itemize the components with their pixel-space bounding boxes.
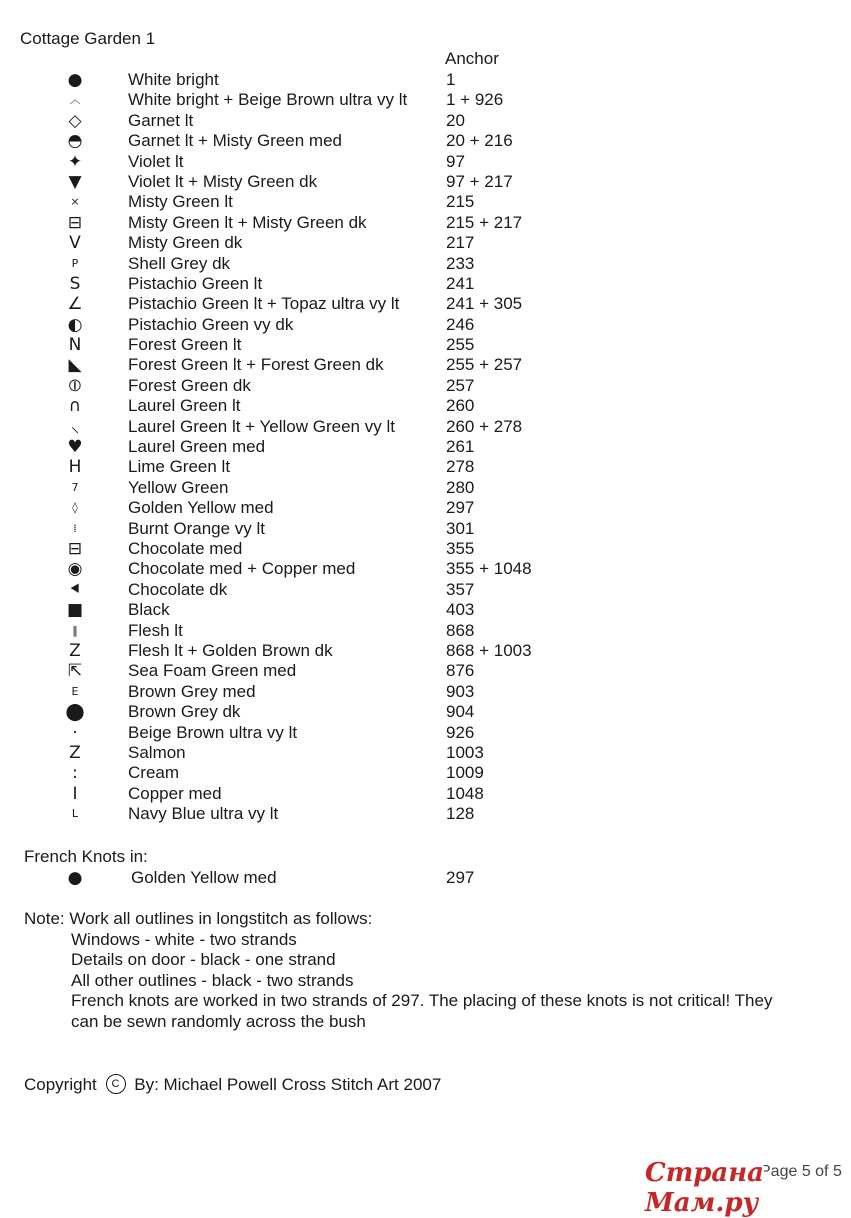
letter-l-icon: L [71, 807, 79, 821]
anchor-number: 357 [446, 579, 475, 599]
half-filled-circle-icon: ◓ [67, 131, 83, 152]
note-line: All other outlines - black - two strands [71, 970, 354, 990]
corner-triangle-icon: ◣ [68, 355, 82, 376]
key-row [0, 600, 851, 620]
key-row [0, 192, 851, 212]
thread-name: Beige Brown ultra vy lt [128, 722, 298, 742]
thread-name: Salmon [128, 742, 186, 762]
key-row [0, 355, 851, 375]
key-row [0, 90, 851, 110]
thread-name: Chocolate med [128, 538, 243, 558]
thread-name: Forest Green lt + Forest Green dk [128, 355, 384, 375]
bullet-icon: ● [67, 70, 83, 90]
key-row [0, 417, 851, 437]
anchor-number: 868 + 1003 [446, 640, 532, 660]
key-row [0, 335, 851, 355]
thread-name: Laurel Green med [128, 437, 266, 457]
thread-name: Chocolate dk [128, 579, 228, 599]
anchor-number: 904 [446, 702, 475, 722]
stitching-note [24, 909, 834, 1033]
heart-icon: ♥ [67, 437, 83, 458]
key-row [0, 315, 851, 335]
thread-name: Forest Green dk [128, 375, 251, 395]
arch-icon: ∩ [68, 396, 82, 417]
thread-name: Pistachio Green lt + Topaz ultra vy lt [128, 294, 400, 314]
letter-p-icon: P [71, 256, 79, 270]
diamond-outline-icon: ◇ [68, 110, 82, 131]
anchor-number: 260 [446, 396, 475, 416]
key-row [0, 702, 851, 722]
key-row [0, 131, 851, 151]
note-line: can be sewn randomly across the bush [71, 1011, 366, 1031]
note-lead: Note: Work all outlines in longstitch as follows: [24, 909, 373, 928]
key-row [0, 213, 851, 233]
anchor-number: 1003 [446, 742, 484, 762]
circle-bar-icon: ⦶ [68, 375, 82, 396]
anchor-number: 255 + 257 [446, 355, 523, 375]
bold-z-icon: Z [69, 742, 81, 763]
bullet-icon: ● [67, 868, 83, 888]
anchor-number: 278 [446, 457, 475, 477]
dotted-corner-icon: ⁞ [73, 521, 77, 535]
thread-name: Navy Blue ultra vy lt [128, 804, 279, 824]
boxed-lines-icon: ⊟ [67, 212, 83, 233]
key-row [0, 743, 851, 763]
anchor-number: 403 [446, 600, 475, 620]
copyright-line [24, 1074, 441, 1097]
thread-name: Pistachio Green lt [128, 273, 263, 293]
letter-z-icon: Z [69, 640, 81, 661]
anchor-number: 215 + 217 [446, 212, 523, 232]
key-row [0, 621, 851, 641]
anchor-number: 215 [446, 192, 475, 212]
thread-name: Violet lt [128, 151, 184, 171]
anchor-number: 903 [446, 681, 475, 701]
thread-name: Flesh lt [128, 620, 183, 640]
anchor-number: 1 [446, 70, 456, 89]
copyright-text: By: Michael Powell Cross Stitch Art 2007 [134, 1074, 442, 1094]
anchor-number: 255 [446, 335, 475, 355]
key-row [0, 457, 851, 477]
thread-name: Copper med [128, 783, 222, 803]
anchor-number: 128 [446, 804, 475, 824]
key-row [0, 682, 851, 702]
diagonal-dot-icon: ⸜ [70, 416, 80, 437]
thread-name: Black [128, 600, 170, 620]
bar-arrow-icon: ⇱ [67, 661, 83, 682]
thread-name: Laurel Green lt + Yellow Green vy lt [128, 416, 395, 436]
anchor-number: 217 [446, 233, 475, 253]
thread-name: Misty Green lt + Misty Green dk [128, 212, 367, 232]
french-knots-heading: French Knots in: [24, 847, 148, 866]
anchor-number: 355 + 1048 [446, 559, 532, 579]
watermark-logo: Страна Мам.ру [645, 1158, 765, 1218]
double-bar-icon: ‖ [72, 623, 78, 637]
key-row [0, 294, 851, 314]
thread-name: Lime Green lt [128, 457, 231, 477]
document-title: Cottage Garden 1 [20, 29, 156, 48]
thread-name: Brown Grey dk [128, 702, 241, 722]
thread-key-list [0, 70, 851, 824]
anchor-number: 97 + 217 [446, 171, 513, 191]
key-row [0, 580, 851, 600]
seven-icon: 7 [71, 480, 79, 494]
anchor-number: 1009 [446, 763, 484, 783]
thread-name: White bright + Beige Brown ultra vy lt [128, 90, 408, 110]
anchor-number: 260 + 278 [446, 416, 523, 436]
key-row [0, 274, 851, 294]
letter-v-icon: V [69, 233, 81, 254]
triangle-down-icon: ▼ [68, 171, 82, 192]
anchor-number: 280 [446, 477, 475, 497]
thread-name: Flesh lt + Golden Brown dk [128, 640, 333, 660]
key-row [0, 152, 851, 172]
anchor-number: 1 + 926 [446, 90, 504, 110]
four-point-star-icon: ✦ [67, 151, 83, 172]
small-diamond-icon: ◊ [72, 501, 78, 515]
note-line: French knots are worked in two strands of 297. The placing of these knots is not critical! They [71, 991, 773, 1011]
key-row [0, 172, 851, 192]
key-row [0, 804, 851, 824]
thread-name: Sea Foam Green med [128, 661, 297, 681]
pentagon-left-icon: ⯇ [68, 579, 82, 600]
key-row [0, 641, 851, 661]
top-bar-square-icon: ⊟ [67, 538, 83, 559]
key-row [0, 70, 851, 90]
anchor-number: 261 [446, 437, 475, 457]
thread-name: Garnet lt + Misty Green med [128, 131, 342, 151]
thread-name: Misty Green dk [128, 233, 243, 253]
anchor-number: 1048 [446, 783, 484, 803]
key-row [0, 763, 851, 783]
anchor-number: 876 [446, 661, 475, 681]
thread-name: Laurel Green lt [128, 396, 241, 416]
key-row [0, 396, 851, 416]
key-row [0, 784, 851, 804]
anchor-number: 233 [446, 253, 475, 273]
key-row [0, 254, 851, 274]
french-knots-thread-name: Golden Yellow med [131, 868, 277, 887]
angle-icon: ∠ [67, 294, 83, 315]
thread-name: Brown Grey med [128, 681, 256, 701]
thread-name: Burnt Orange vy lt [128, 518, 266, 538]
key-row [0, 559, 851, 579]
french-knots-row [0, 868, 851, 888]
thread-name: White bright [128, 70, 219, 89]
anchor-number: 246 [446, 314, 475, 334]
letter-e-icon: E [71, 684, 79, 698]
key-row [0, 437, 851, 457]
key-row [0, 519, 851, 539]
anchor-number: 97 [446, 151, 465, 171]
letter-h-icon: H [68, 457, 82, 478]
anchor-number: 257 [446, 375, 475, 395]
letter-n-icon: N [68, 335, 82, 356]
copyright-label: Copyright [24, 1074, 97, 1094]
bullseye-icon: ◉ [67, 559, 83, 580]
thread-name: Cream [128, 763, 180, 783]
filled-circle-icon: ⬤ [65, 702, 85, 723]
filled-square-icon: ■ [66, 600, 84, 621]
key-row [0, 539, 851, 559]
key-row [0, 723, 851, 743]
caret-up-icon: ︿ [69, 93, 81, 107]
anchor-number: 301 [446, 518, 475, 538]
letter-s-icon: S [69, 273, 81, 294]
half-circle-icon: ◐ [67, 314, 83, 335]
anchor-number: 241 + 305 [446, 294, 523, 314]
vertical-bar-icon: I [72, 783, 78, 804]
anchor-number: 868 [446, 620, 475, 640]
anchor-number: 20 + 216 [446, 131, 513, 151]
dot-icon: · [72, 722, 78, 743]
thread-name: Forest Green lt [128, 335, 242, 355]
thread-name: Yellow Green [128, 477, 229, 497]
key-row [0, 478, 851, 498]
key-row [0, 376, 851, 396]
copyright-icon: C [106, 1074, 126, 1094]
anchor-number: 355 [446, 538, 475, 558]
thread-name: Chocolate med + Copper med [128, 559, 356, 579]
key-row [0, 111, 851, 131]
cross-small-icon: × [70, 195, 80, 209]
thread-name: Garnet lt [128, 110, 194, 130]
thread-name: Violet lt + Misty Green dk [128, 171, 318, 191]
anchor-number: 926 [446, 722, 475, 742]
french-knots-anchor: 297 [446, 868, 475, 887]
colon-icon: : [72, 763, 78, 784]
anchor-number: 297 [446, 498, 475, 518]
key-row [0, 498, 851, 518]
thread-name: Pistachio Green vy dk [128, 314, 294, 334]
page-number: Page 5 of 5 [760, 1163, 842, 1180]
thread-name: Misty Green lt [128, 192, 233, 212]
note-line: Details on door - black - one strand [71, 950, 336, 970]
thread-name: Golden Yellow med [128, 498, 274, 518]
anchor-number: 20 [446, 110, 465, 130]
note-line: Windows - white - two strands [71, 929, 297, 949]
key-row [0, 661, 851, 681]
anchor-number: 241 [446, 273, 475, 293]
thread-name: Shell Grey dk [128, 253, 231, 273]
key-row [0, 233, 851, 253]
anchor-column-header: Anchor [445, 49, 499, 68]
